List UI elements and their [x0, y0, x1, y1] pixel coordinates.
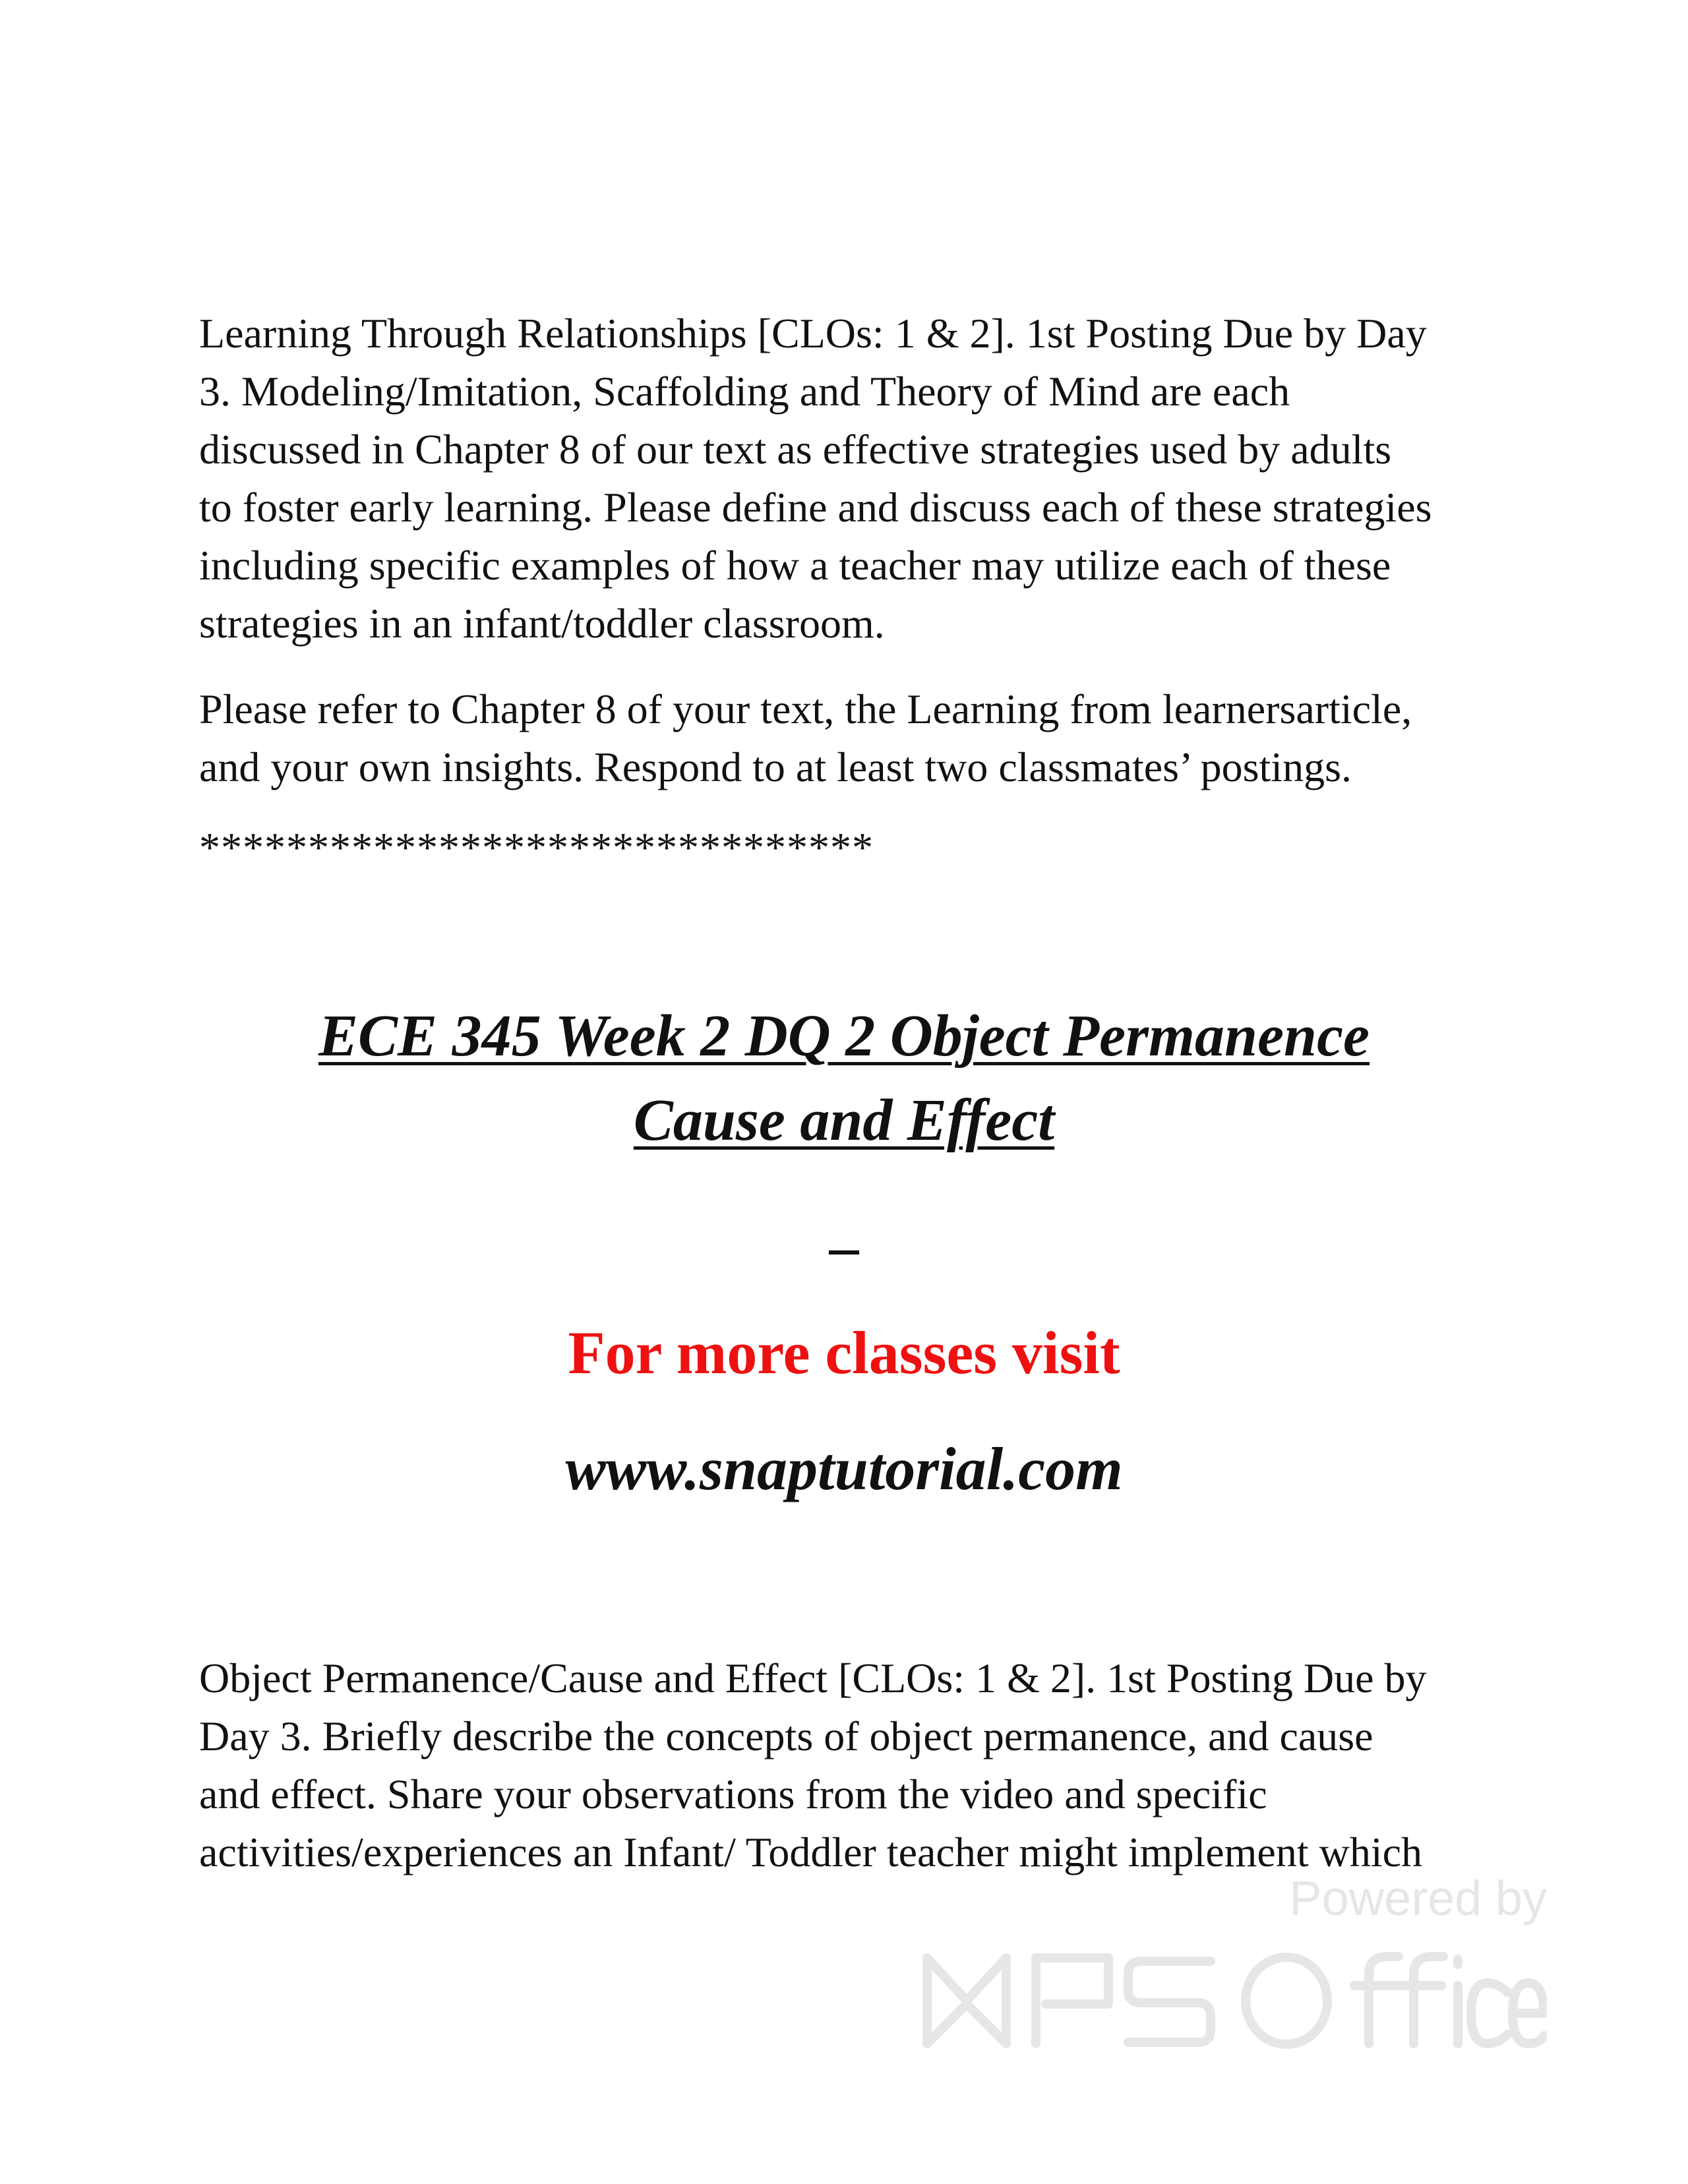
- wps-office-logo-icon: [920, 1945, 1547, 2057]
- paragraph-refer-to-chapter: [199, 680, 1505, 796]
- promo-text: For more classes visit: [568, 1319, 1120, 1386]
- watermark-tagline: Powered by: [1289, 1871, 1547, 1926]
- paragraph-line: discussed in Chapter 8 of our text as effective strategies used by adults: [199, 426, 1392, 473]
- heading-line: [0, 1078, 1688, 1163]
- paragraph-line: and your own insights. Respond to at least two classmates’ postings.: [199, 744, 1352, 790]
- paragraph-line: 3. Modeling/Imitation, Scaffolding and Theory of Mind are each: [199, 368, 1290, 415]
- paragraph-object-permanence: [199, 1649, 1505, 1881]
- paragraph-line: to foster early learning. Please define and discuss each of these strategies: [199, 484, 1432, 531]
- paragraph-line: including specific examples of how a teacher may utilize each of these: [199, 542, 1391, 589]
- section-heading: [0, 994, 1688, 1163]
- heading-line: [0, 994, 1688, 1078]
- heading-line-text: ECE 345 Week 2 DQ 2 Object Permanence: [318, 1003, 1370, 1069]
- paragraph-line: Day 3. Briefly describe the concepts of object permanence, and cause: [199, 1713, 1373, 1759]
- asterisk-separator: *******************************: [199, 824, 874, 871]
- paragraph-learning-through-relationships: [199, 305, 1505, 653]
- paragraph-line: Please refer to Chapter 8 of your text, the Learning from learnersarticle,: [199, 686, 1412, 732]
- paragraph-line: activities/experiences an Infant/ Toddler teacher might implement which: [199, 1829, 1422, 1875]
- promo-url-link[interactable]: www.snaptutorial.com: [565, 1435, 1123, 1502]
- paragraph-line: strategies in an infant/toddler classroom.: [199, 600, 885, 647]
- wps-office-watermark: [920, 1872, 1547, 2070]
- paragraph-line: Object Permanence/Cause and Effect [CLOs: 1 & 2]. 1st Posting Due by: [199, 1655, 1427, 1701]
- heading-line-text: Cause and Effect: [633, 1088, 1055, 1153]
- paragraph-line: and effect. Share your observations from the video and specific: [199, 1771, 1267, 1817]
- dash-separator: –: [829, 1214, 859, 1280]
- paragraph-line: Learning Through Relationships [CLOs: 1 & 2]. 1st Posting Due by Day: [199, 310, 1427, 357]
